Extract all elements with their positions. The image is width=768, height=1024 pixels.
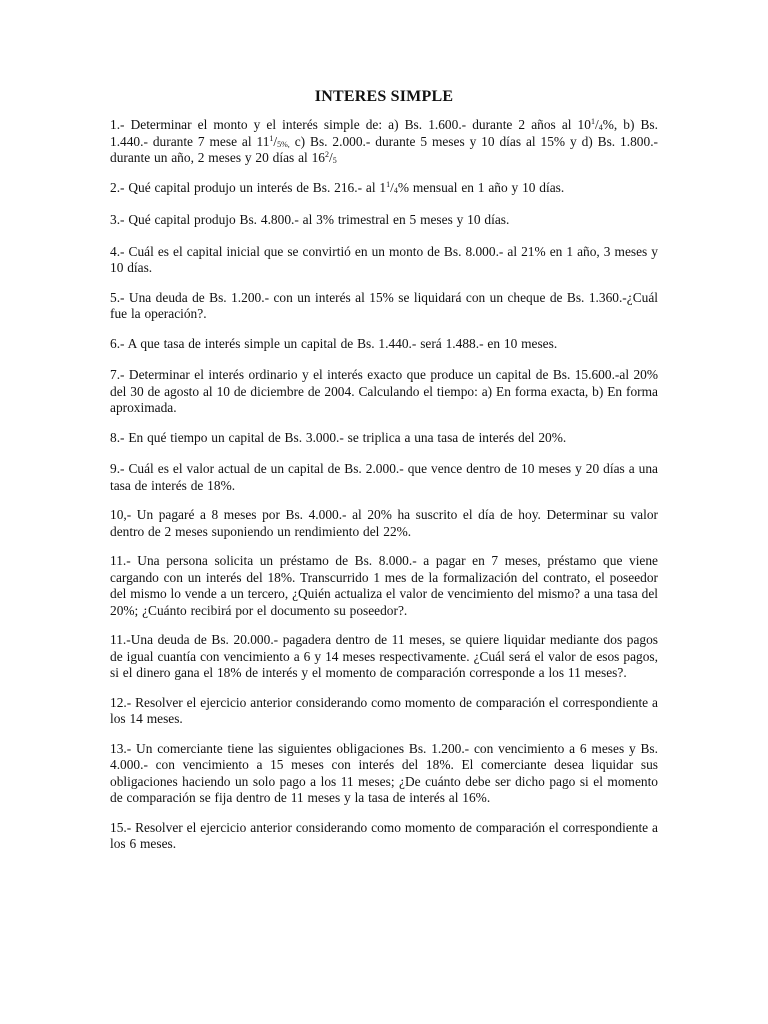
- problem-4: 4.- Cuál es el capital inicial que se convirtió en un monto de Bs. 8.000.- al 21% en 1 año, 3 meses y 10 días.: [110, 243, 658, 275]
- problem-12: 12.- Resolver el ejercicio anterior considerando como momento de comparación el correspondiente a los 14 meses.: [110, 694, 658, 726]
- problem-11-loan: 11.- Una persona solicita un préstamo de Bs. 8.000.- a pagar en 7 meses, préstamo que viene cargando con un interés del 18%. Transcurrido 1 mes de la formalización del contrato, el poseedor del mismo lo vende a un tercero, ¿Quién actualiza el valor de vencimiento del mismo? a una tasa del 20%; ¿Cuánto recibirá por el documento su poseedor?.: [110, 553, 658, 618]
- problem-11-debt: 11.-Una deuda de Bs. 20.000.- pagadera dentro de 11 meses, se quiere liquidar mediante dos pagos de igual cuantía con vencimiento a 6 y 14 meses respectivamente. ¿Cuál será el valor de esos pagos, si el dinero gana el 18% de interés y el momento de comparación corresponde a los 11 meses?.: [110, 632, 658, 680]
- problem-1: 1.- Determinar el monto y el interés simple de: a) Bs. 1.600.- durante 2 años al $10^1/_4\%$, b) Bs. 1.440.- durante 7 mese al $11^1/_{5\%,}$ c) Bs. 2.000.- durante 5 meses y 10 días al 15% y d) Bs. 1.800.- durante un año, 2 meses y 20 días al $16^2/_5$: [110, 117, 658, 165]
- problem-5: 5.- Una deuda de Bs. 1.200.- con un interés al 15% se liquidará con un cheque de Bs. 1.360.-¿Cuál fue la operación?.: [110, 289, 658, 321]
- problem-8: 8.- En qué tiempo un capital de Bs. 3.000.- se triplica a una tasa de interés del 20%.: [110, 429, 567, 445]
- problem-list: [110, 117, 658, 853]
- page-title: INTERES SIMPLE: [314, 88, 454, 105]
- problem-15: 15.- Resolver el ejercicio anterior considerando como momento de comparación el correspondiente a los 6 meses.: [110, 819, 658, 851]
- problem-10: 10,- Un pagaré a 8 meses por Bs. 4.000.- al 20% ha suscrito el día de hoy. Determinar su valor dentro de 2 meses suponiendo un rendimiento del 22%.: [110, 507, 658, 539]
- problem-9: 9.- Cuál es el valor actual de un capital de Bs. 2.000.- que vence dentro de 10 meses y 20 días a una tasa de interés de 18%.: [110, 461, 658, 493]
- problem-13: 13.- Un comerciante tiene las siguientes obligaciones Bs. 1.200.- con vencimiento a 6 meses y Bs. 4.000.- con vencimiento a 15 meses con interés del 18%. El comerciante desea liquidar sus obligaciones haciendo un solo pago a los 11 meses; ¿De cuánto debe ser dicho pago si el momento de comparación se fija dentro de 11 meses y la tasa de interés al 16%.: [110, 740, 658, 805]
- problem-2: 2.- Qué capital produjo un interés de Bs. 216.- al $1^1/_4\%$ mensual en 1 año y 10 días.: [110, 179, 565, 195]
- problem-7: 7.- Determinar el interés ordinario y el interés exacto que produce un capital de Bs. 15.600.-al 20% del 30 de agosto al 10 de diciembre de 2004. Calculando el tiempo: a) En forma exacta, b) En forma aproximada.: [110, 367, 658, 415]
- problem-3: 3.- Qué capital produjo Bs. 4.800.- al 3% trimestral en 5 meses y 10 días.: [110, 212, 510, 227]
- problem-6: 6.- A que tasa de interés simple un capital de Bs. 1.440.- será 1.488.- en 10 meses.: [110, 335, 558, 351]
